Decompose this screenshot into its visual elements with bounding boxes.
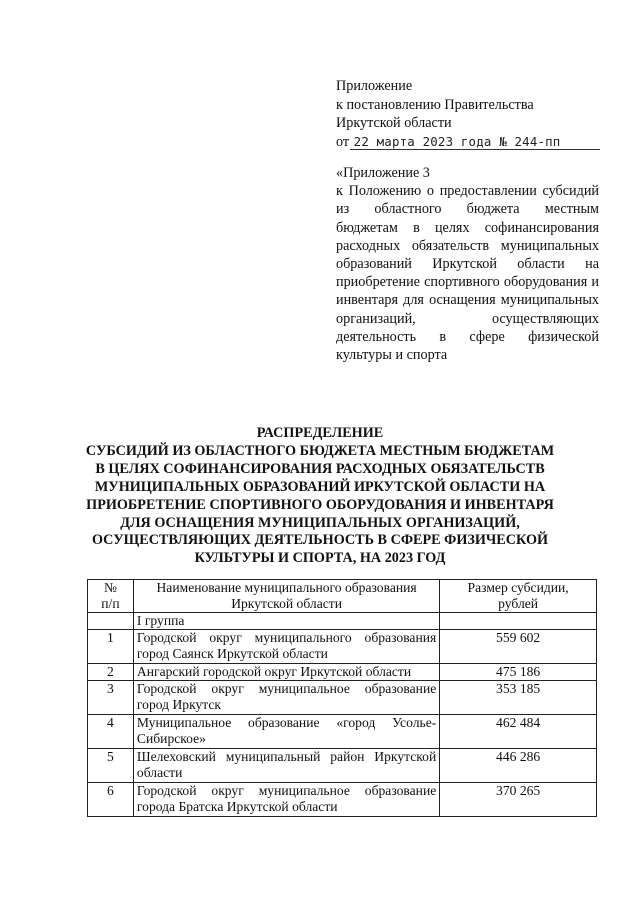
group-row [88, 613, 597, 630]
header-amount [440, 580, 597, 613]
row-amount: 353 185 [440, 681, 597, 715]
row-name: Муниципальное образование «город Усолье-Сибирское» [133, 715, 439, 749]
row-name: Городской округ муниципальное образование города Братска Иркутской области [133, 783, 439, 817]
header-amount-line2: рублей [498, 596, 539, 611]
date-handwritten: 22 марта 2023 года № 244-пп [353, 133, 561, 149]
annex-3-block [336, 164, 599, 364]
title-line: МУНИЦИПАЛЬНЫХ ОБРАЗОВАНИЙ ИРКУТСКОЙ ОБЛАСТИ НА [94, 478, 546, 495]
title-line: РАСПРЕДЕЛЕНИЕ [256, 425, 384, 441]
appendix-label: Приложение [336, 78, 413, 94]
row-name: Шелеховский муниципальный район Иркутской области [133, 749, 439, 783]
header-amount-line1: Размер субсидии, [467, 580, 569, 595]
title-line: КУЛЬТУРЫ И СПОРТА, НА 2023 ГОД [194, 550, 446, 567]
title-line: ДЛЯ ОСНАЩЕНИЯ МУНИЦИПАЛЬНЫХ ОРГАНИЗАЦИЙ, [120, 514, 520, 531]
header-name [133, 580, 439, 613]
annex-3-label: «Приложение 3 [336, 165, 430, 181]
header-number [88, 580, 134, 613]
header-name-line1: Наименование муниципального образования [156, 580, 417, 595]
appendix-date-line [336, 133, 598, 152]
row-number: 5 [88, 749, 134, 783]
row-amount: 462 484 [440, 715, 597, 749]
row-number: 1 [88, 630, 134, 664]
row-number: 6 [88, 783, 134, 817]
annex-3-text: к Положению о предоставлении субсидий из областного бюджета местным бюджетам в целях софинансирования расходных обязательств муниципальных образований Иркутской области на приобретение спортивного оборудования и инвентаря для оснащения муниципальных организаций, осуществляющих деятельность в сфере физической культуры и спорта [336, 183, 599, 364]
row-number: 2 [88, 664, 134, 681]
table-row [88, 783, 597, 817]
appendix-header [336, 77, 598, 151]
group-label: I группа [133, 613, 439, 630]
row-name: Городской округ муниципального образования город Саянск Иркутской области [133, 630, 439, 664]
table-row [88, 664, 597, 681]
row-number: 3 [88, 681, 134, 715]
title-line: ПРИОБРЕТЕНИЕ СПОРТИВНОГО ОБОРУДОВАНИЯ И ИНВЕНТАРЯ [86, 496, 554, 513]
table-header-row [88, 580, 597, 613]
appendix-region: Иркутской области [336, 115, 452, 131]
row-name: Ангарский городской округ Иркутской области [133, 664, 439, 681]
row-amount: 559 602 [440, 630, 597, 664]
group-empty-cell [88, 613, 134, 630]
document-title [70, 425, 570, 568]
title-line: ОСУЩЕСТВЛЯЮЩИХ ДЕЯТЕЛЬНОСТЬ В СФЕРЕ ФИЗИЧЕСКОЙ [91, 532, 549, 549]
row-amount: 446 286 [440, 749, 597, 783]
header-number-line2: п/п [101, 596, 120, 611]
header-name-line2: Иркутской области [231, 596, 342, 611]
header-number-line1: № [103, 580, 117, 595]
table-row [88, 715, 597, 749]
table-row [88, 681, 597, 715]
group-empty-cell [440, 613, 597, 630]
title-line: СУБСИДИЙ ИЗ ОБЛАСТНОГО БЮДЖЕТА МЕСТНЫМ БЮДЖЕТАМ [85, 442, 555, 459]
row-name: Городской округ муниципальное образование город Иркутск [133, 681, 439, 715]
subsidy-table [87, 579, 597, 817]
title-line: В ЦЕЛЯХ СОФИНАНСИРОВАНИЯ РАСХОДНЫХ ОБЯЗАТЕЛЬСТВ [95, 460, 545, 477]
date-prefix: от [336, 133, 350, 150]
date-underline [350, 149, 600, 150]
table-row [88, 630, 597, 664]
table-row [88, 749, 597, 783]
row-amount: 475 186 [440, 664, 597, 681]
row-amount: 370 265 [440, 783, 597, 817]
row-number: 4 [88, 715, 134, 749]
appendix-resolution-ref: к постановлению Правительства [336, 96, 534, 113]
